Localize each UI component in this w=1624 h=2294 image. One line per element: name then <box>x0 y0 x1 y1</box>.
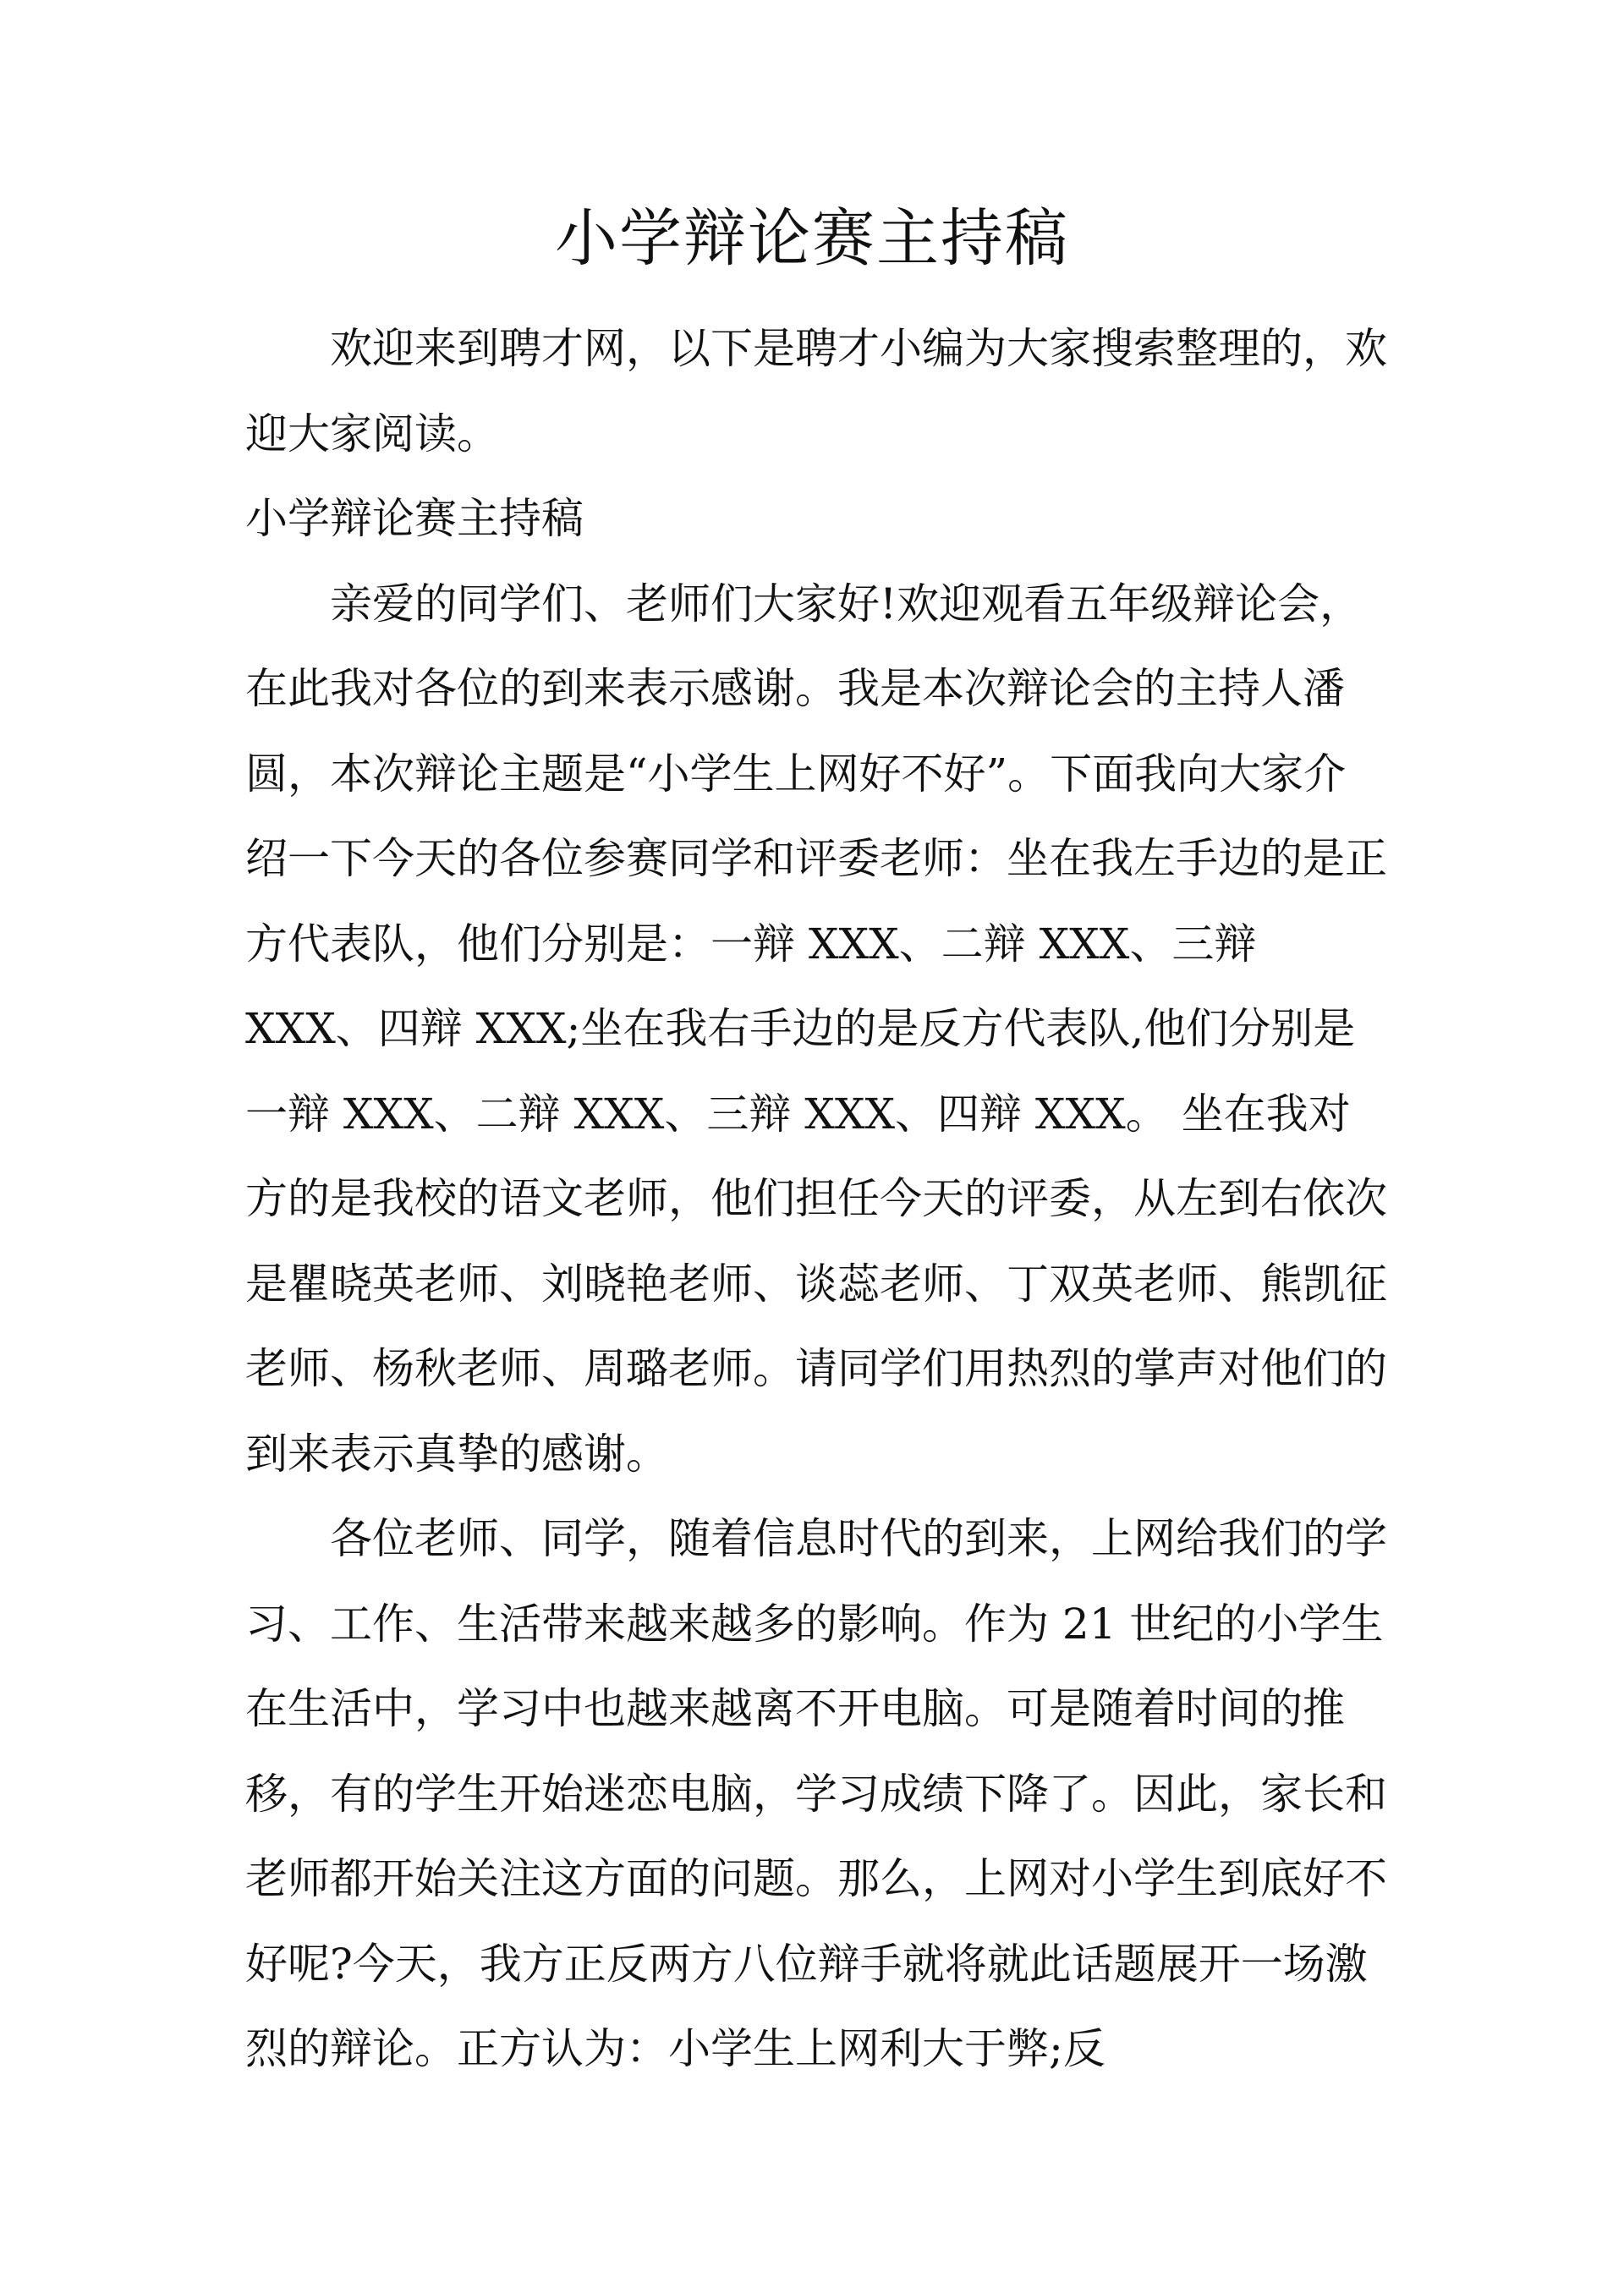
host-introduction-paragraph: 亲爱的同学们、老师们大家好!欢迎观看五年级辩论会，在此我对各位的到来表示感谢。我是本次辩论会的主持人潘圆，本次辩论主题是“小学生上网好不好”。下面我向大家介绍一下今天的各位参赛同学和评委老师：坐在我左手边的是正方代表队，他们分别是：一辩 XXX、二辩 XXX、三辩 XXX、四辩 XXX;坐在我右手边的是反方代表队,他们分别是一辩 XXX、二辩 XXX、三辩 XXX、四辩 XXX。 坐在我对方的是我校的语文老师，他们担任今天的评委，从左到右依次是瞿晓英老师、刘晓艳老师、谈蕊老师、丁双英老师、熊凯征老师、杨秋老师、周璐老师。请同学们用热烈的掌声对他们的到来表示真挚的感谢。 <box>245 579 1387 1479</box>
document-title: 小学辩论赛主持稿 <box>555 202 1069 275</box>
debate-topic-paragraph: 各位老师、同学，随着信息时代的到来，上网给我们的学习、工作、生活带来越来越多的影响。作为 21 世纪的小学生在生活中，学习中也越来越离不开电脑。可是随着时间的推移，有的学生开始迷恋电脑，学习成绩下降了。因此，家长和老师都开始关注这方面的问题。那么，上网对小学生到底好不好呢?今天，我方正反两方八位辩手就将就此话题展开一场激烈的辩论。正方认为：小学生上网利大于弊;反 <box>245 1514 1387 2073</box>
section-heading: 小学辩论赛主持稿 <box>245 494 584 543</box>
document-body <box>245 306 1387 2092</box>
intro-paragraph: 欢迎来到聘才网，以下是聘才小编为大家搜索整理的，欢迎大家阅读。 <box>245 324 1387 458</box>
